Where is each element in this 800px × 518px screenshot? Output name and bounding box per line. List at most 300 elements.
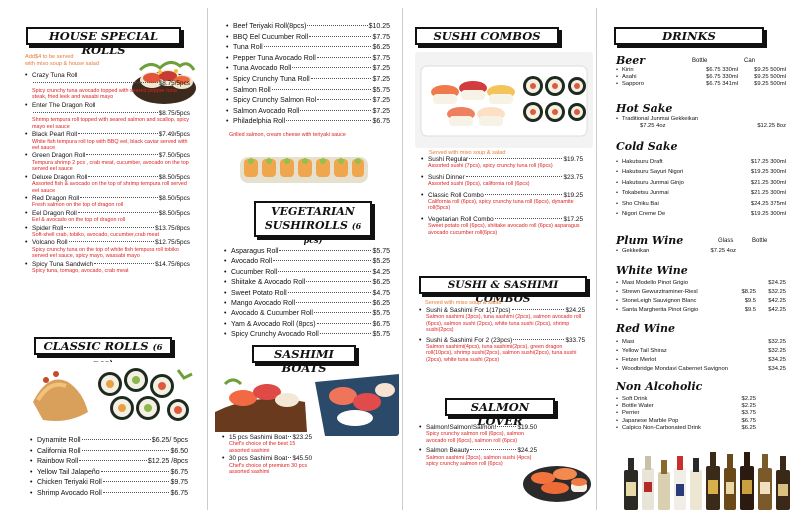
veg-item [224,320,390,330]
item-description: Assorted sushi (9pcs), california roll (6pcs) [428,181,530,188]
dot-leader [300,110,371,111]
item-name: Sushi & Sashimi For 1(17pcs) [426,307,511,314]
item-name: 30 pcs Sashimi Boat [229,455,288,463]
item-name: Philadelphia Roll [233,118,286,126]
bullet: • [421,215,424,223]
beer-item [616,67,786,74]
bullet: • [30,447,33,455]
item-price: $7.25 [372,65,390,73]
house-item-price-row [25,80,190,87]
salmon-items-list [419,424,537,470]
house-item-name-row [25,72,190,79]
item-name: Asparagus Roll [231,248,279,255]
wine-bottle-price: $24.25 [768,280,786,286]
beer-title: Beer [616,54,646,67]
sushi-sashimi-title-text: SUSHI & SASHIMI COMBOS [447,279,559,305]
bullet: • [616,159,619,165]
house-item [25,131,190,151]
plum-wine-item [616,248,786,255]
dot-leader [101,471,170,472]
item-description: Soft-shell crab, tobiko, avocado, cucumber,crab meat [32,231,160,238]
sake-name: Hakutsuru Junmai Ginjo [622,179,684,186]
bullet: • [224,279,227,287]
drinks-title-text: DRINKS [662,29,716,43]
sushi-sashimi-items-list [419,307,585,366]
bullet: • [616,357,619,363]
item-price: $6.75 [170,468,188,476]
cold-sake-item [616,167,786,177]
salmon-lover-title-text: SALMON LOVER [470,400,530,428]
item-price: $5.75 [372,331,390,339]
sake-price: $21.25 300ml [750,190,786,197]
non-alcoholic-item [616,410,756,417]
item-description: Assorted sushi (7pcs), spicy crunchy tuna roll (6pcs) [428,163,553,170]
dot-leader [273,260,371,261]
house-item-row [25,225,190,232]
item-name: Spicy Tuna Sandwich [32,260,94,268]
drink-name: Calpico Non-Carbonated Drink [622,424,701,431]
item-name: Rainbow Roll [37,458,79,465]
item-price: $6.75 [372,118,390,126]
white-wine-title: White Wine [616,264,688,277]
roll-item [226,75,390,86]
item-name: Chicken Teriyaki Roll [37,479,102,486]
house-item [25,210,190,224]
item-price: $8.50/5pcs [158,173,190,181]
item-description: White fish tempura roll top with BBQ eel, black caviar served with eel sauce [32,138,188,152]
wine-name: Woodbridge Mondavi Cabernet Savignon [622,366,728,372]
item-price: $24.25 [565,307,585,314]
bullet: • [226,33,229,41]
dot-leader [309,36,371,37]
beer-can-price: $9.25 500ml [754,74,786,81]
non-alcoholic-item [616,425,756,432]
house-item-row [25,152,190,159]
item-price: $12.75/5pcs [155,239,190,247]
item-price: $14.75/6pcs [155,260,190,268]
item-price: $6.75 [170,489,188,497]
drink-name: Perrier [622,410,640,417]
item-price: $19.50 [517,424,537,431]
item-description: Chef's choice of premium 30 pcs assorted sashimi [229,462,308,476]
bullet: • [25,260,28,268]
bullet: • [30,437,33,444]
classic-item [30,457,188,468]
sake-price: $17.25 300ml [750,159,786,165]
combo-item-row [421,156,583,163]
dot-leader [272,89,372,90]
wine-bottle-price: $32.25 [768,339,786,345]
dot-leader [88,176,157,177]
veg-title-line1: VEGETARIAN [271,205,355,218]
bullet: • [226,86,229,94]
wine-bottle-price: $42.25 [768,298,786,304]
bullet: • [616,211,619,218]
item-price: $6.75 [372,320,390,328]
wine-name: Fetzer Merlot [622,357,657,363]
sushi-sashimi-note: Served with miso soup & salad [425,300,502,306]
bullet: • [30,489,33,497]
bullet: • [616,116,619,122]
house-item-price-row [25,110,190,117]
bullet: • [224,289,227,297]
item-name: Salmon!Salmon!Salmon! [426,424,497,431]
dot-leader [317,99,371,100]
item-description: Salmon sashimi(4pcs), tuna sashimi(2pcs), green dragon roll(10pcs), shrimp sushi(2pcs), salmon sushi(2pcs), tuna sushi (2pcs), white tuna sushi (2pcs) [426,344,577,363]
house-item-row [25,174,190,181]
white-wine-item [616,306,786,315]
red-wine-item [616,347,786,356]
sushi-combo-image [415,52,593,148]
bullet: • [30,479,33,486]
classic-rolls-photo [28,362,198,428]
roll-item [226,64,390,75]
item-name: Pepper Tuna Avocado Roll [233,54,316,62]
veg-item [224,278,390,288]
bullet: • [616,348,619,354]
veg-item [224,330,390,340]
dot-leader [286,120,371,121]
hot-sake-item [616,116,786,123]
red-wine-list [616,338,786,374]
item-name: Sushi Dinner [428,173,465,181]
dot-leader [82,450,170,451]
sake-name: Sho Chiku Bai [622,200,659,207]
veg-item [224,299,390,309]
hot-sake-block [616,116,786,130]
white-wine-item [616,279,786,288]
house-special-title-text: HOUSE SPECIAL ROLLS [48,29,159,57]
house-item [25,261,190,275]
bullet: • [616,179,619,186]
bullet: • [30,458,33,465]
bullet: • [616,417,619,424]
sashimi-items-list [222,434,312,476]
sashimi-boats-title [252,345,356,375]
dot-leader [94,263,154,264]
sashimi-item-row [222,455,312,462]
dot-leader [78,133,158,134]
sushi-sashimi-row [419,337,585,344]
item-price: $23.25 [292,434,312,441]
item-name: Tuna Avocado Roll [233,65,292,73]
item-name: Yellow Tail Jalapeño [37,468,100,476]
item-name: Tuna Roll [233,44,263,52]
beer-can-price: $9.25 500ml [754,67,786,73]
dot-leader [512,309,565,310]
sashimi-photo [215,372,399,436]
sake-price: $24.25 375ml [750,200,786,207]
bullet: • [25,224,28,232]
beer-bottle-header: Bottle [692,58,708,64]
dot-leader [288,436,291,437]
house-note-line2: with miso soup & house salad [25,60,100,67]
bottles-image [620,442,796,512]
hot-sake-price-8oz: $12.25 8oz [757,123,786,130]
item-price: $7.25 [372,97,390,105]
salmon-photo [521,448,593,506]
bullet: • [616,190,619,197]
non-alcoholic-item [616,396,756,403]
bullet: • [226,75,229,83]
item-price: $24.25 [517,447,537,455]
roll-item [226,86,390,97]
dot-leader [292,67,371,68]
dot-leader [78,212,158,213]
house-item-row [25,195,190,202]
bullet: • [421,173,424,181]
item-name: Cucumber Roll [231,268,278,276]
combo-item [421,216,583,236]
column-divider [207,8,208,510]
dot-leader [103,492,170,493]
item-name: Shiitake & Avocado Roll [231,279,306,287]
dot-leader [288,292,372,293]
item-name: Avocado & Cucumber Roll [231,310,313,318]
beer-item [616,81,786,88]
item-name: Eel Dragon Roll [32,209,77,217]
item-price: $4.75 [372,289,390,297]
column-divider [402,8,403,510]
wine-name: Masi [622,339,635,345]
bullet: • [616,366,619,372]
column-combos [405,0,595,518]
item-description: Chef's choice of the best 15 assorted sashimi [229,441,296,454]
salmon-platter-image [521,448,593,506]
drink-name: Soft Drink [622,396,648,402]
roll-item [226,96,390,107]
wine-name: Masi Modello Pinot Grigio [622,280,689,286]
wine-glass-price: $8.25 [741,289,756,295]
item-name: Salmon Avocado Roll [233,107,300,115]
house-note [25,54,135,67]
bullet: • [30,468,33,476]
dot-leader [288,457,291,458]
sashimi-item [222,455,312,475]
salmon-item-row [419,447,537,454]
item-description: Shrimp tempura roll topped with seared salmon and scallop, spicy mayo eel sauce [32,117,190,130]
item-price: $7.50/5pcs [158,152,190,160]
cold-sake-title: Cold Sake [616,140,678,153]
dot-leader [469,158,562,159]
item-price: $8.75/5pcs [158,80,190,88]
beer-item [616,74,786,81]
salmon-item [419,424,537,444]
item-price: $6.50 [170,447,188,455]
veg-item [224,268,390,278]
beer-bottle-price: $6.75 330ml [706,67,738,73]
classic-item [30,436,188,447]
dot-leader [278,271,371,272]
dot-leader [513,339,564,340]
dot-leader [69,241,155,242]
classic-item [30,447,188,458]
classic-item [30,468,188,479]
bullet: • [616,339,619,345]
veg-item [224,257,390,267]
item-price: $6.25 [372,279,390,287]
item-name: Beef Teriyaki Roll(8pcs) [233,23,307,30]
sake-name: Hakutsuru Sayuri Nigori [622,169,684,176]
dot-leader [317,57,372,58]
combo-item [421,174,583,188]
roll-item [226,33,390,44]
plum-wine-block [616,248,786,255]
sake-name: Tokabetsu Junmai [622,190,669,197]
column-divider [596,8,597,510]
bullet: • [616,307,619,313]
item-price: $8.50/5pcs [158,209,190,217]
philadelphia-desc: Grilled salmon, cream cheese with teriyaki sauce [229,132,346,138]
bullet: • [616,424,619,431]
veg-title-suffix: (6 pcs) [303,221,362,245]
bullet: • [616,74,619,81]
wine-name: Strewn Gewurztraminer-Riesl [622,289,698,295]
wine-glass-price [734,279,756,288]
item-name: Classic Roll Combo [428,191,484,199]
drink-name: Bottle Water [622,403,654,410]
plum-bottle-header: Bottle [752,238,768,244]
vegetarian-title [254,201,372,245]
col2-rolls-list [226,22,390,128]
wine-name: Santa Margherita Pinot Grigio [622,307,699,313]
dot-leader [470,449,516,450]
hot-sake-title: Hot Sake [616,102,673,115]
combo-item-row [421,192,583,199]
combos-note: Served with miso soup & salad [429,150,506,156]
item-price: $7.75 [372,33,390,41]
bullet: • [226,44,229,52]
classic-title-suffix: (6 [152,343,163,353]
item-description: California roll (6pcs), spicy crunchy tuna roll (6pcs), dynamite roll(5pcs) [428,199,574,212]
roll-item [226,22,390,33]
item-price: $7.75 [372,54,390,62]
plum-wine-title: Plum Wine [616,234,684,247]
white-wine-list [616,279,786,315]
bullet: • [226,107,229,115]
house-item-name-row [25,102,190,109]
house-item-row [25,239,190,246]
classic-title-main: CLASSIC ROLLS [43,339,149,353]
drink-price: $2.25 [741,396,756,402]
item-name: Dynamite Roll [37,437,81,444]
red-wine-item [616,356,786,365]
classic-items-list [30,436,188,499]
philadelphia-photo [240,147,368,191]
wine-bottle-price: $32.25 [768,289,786,295]
drink-price: $6.75 [741,417,756,424]
bullet: • [25,101,28,109]
veg-item [224,309,390,319]
beer-name: Kirin [622,67,634,73]
non-alcoholic-item [616,418,756,425]
sushi-sashimi-item [419,337,585,364]
dot-leader [485,194,563,195]
dot-leader [495,218,563,219]
plum-price: $7.25 4oz [710,248,736,254]
sake-price: $19.25 300ml [750,211,786,218]
wine-bottle-price: $34.25 [768,366,786,372]
plum-glass-header: Glass [718,238,734,244]
bullet: • [25,239,28,247]
wine-glass-price: $9.5 [744,307,756,313]
item-price: $6.25/ 5pcs [151,437,188,444]
drink-price: $3.75 [741,410,756,417]
classic-rolls-title [34,337,172,355]
item-name: Deluxe Dragon Roll [32,173,88,181]
dot-leader [314,312,372,313]
item-name: Red Dragon Roll [32,194,80,202]
hot-sake-name: Traditional Junmai Gekkeikan [622,116,699,122]
bullet: • [616,248,619,254]
house-note-line1: Add$4 to be served [25,54,74,60]
house-item [25,110,190,130]
non-alcoholic-title: Non Alcoholic [616,380,703,393]
bullet: • [421,191,424,199]
bottles-photo [620,442,796,512]
bullet: • [616,67,619,73]
dot-leader [296,302,371,303]
wine-name: Yellow Tail Shiraz [622,348,667,354]
item-price: $13.75/8pcs [155,224,190,232]
bullet: • [25,173,28,181]
item-price: $4.25 [372,268,390,276]
drink-price: $2.25 [741,403,756,410]
non-alcoholic-item [616,403,756,410]
item-name: California Roll [37,447,81,455]
dot-leader [64,227,154,228]
item-name: Mango Avocado Roll [231,300,296,308]
bullet: • [226,65,229,73]
item-name: 15 pcs Sashimi Boat [229,434,288,441]
dot-leader [86,154,157,155]
sashimi-boat-image [215,372,399,436]
house-items-list [25,72,190,275]
item-price: $8.75/5pcs [158,110,190,118]
house-item-row [25,261,190,268]
cold-sake-item [616,209,786,219]
item-name: BBQ Eel Cucumber Roll [233,33,309,41]
item-name: Spicy Crunchy Salmon Rol [233,97,317,105]
item-price: $23.75 [563,173,583,181]
combo-item-row [421,216,583,223]
bullet: • [226,118,229,126]
house-item [25,195,190,209]
bullet: • [224,300,227,308]
item-description: Spicy tuna, tomago, avocado, crab meat [32,267,129,274]
wine-name: StoneLeigh Sauvignon Blanc [622,298,697,304]
drinks-title [614,27,764,45]
item-price: $7.49/5pcs [158,131,190,139]
combo-item-row [421,174,583,181]
veg-item [224,289,390,299]
item-description: Fresh salmon on the top of dragon roll [32,202,124,209]
item-price: $10.25 [368,23,390,30]
item-name: Yam & Avocado Roll (8pcs) [231,320,316,328]
house-item [25,80,190,100]
roll-item [226,43,390,54]
item-price: $7.25 [372,107,390,115]
dot-leader [311,78,372,79]
sushi-combos-title [415,27,559,45]
bullet: • [616,81,619,88]
bullet: • [616,396,619,402]
dot-leader [80,197,157,198]
bullet: • [421,156,424,163]
veg-title-line2 [256,219,370,247]
cold-sake-item [616,178,786,188]
cold-sake-item [616,199,786,209]
